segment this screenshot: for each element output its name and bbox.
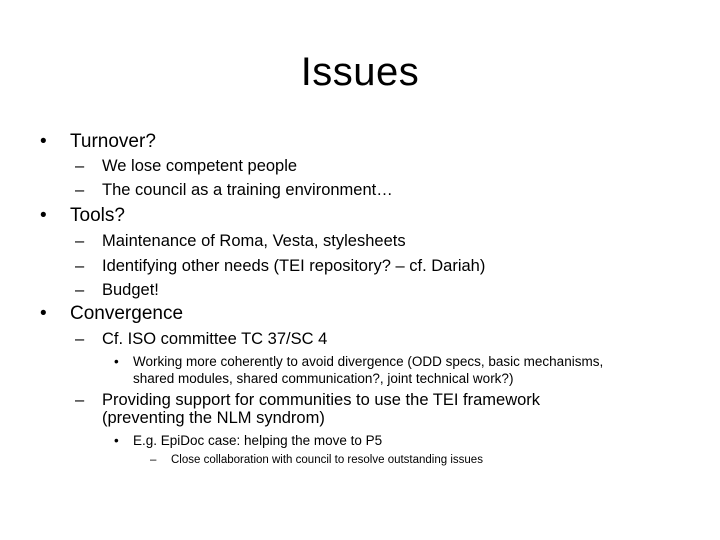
- subbullet-budget: Budget!: [102, 281, 159, 299]
- dash-icon: –: [75, 157, 85, 175]
- bullet-icon: •: [40, 131, 47, 152]
- slide-title: Issues: [300, 50, 420, 94]
- bullet-icon: •: [40, 303, 47, 324]
- subsubbullet-coherent-line2: shared modules, shared communication?, joint technical work?): [133, 371, 514, 386]
- dash-icon: –: [75, 391, 85, 409]
- subbullet-maintenance: Maintenance of Roma, Vesta, stylesheets: [102, 232, 406, 250]
- bullet-tools: Tools?: [70, 205, 125, 226]
- subbullet-iso: Cf. ISO committee TC 37/SC 4: [102, 330, 328, 348]
- dash-icon: –: [150, 454, 157, 466]
- dash-icon: –: [75, 232, 85, 250]
- bullet-icon: •: [40, 205, 47, 226]
- subbullet-support-line2: (preventing the NLM syndrom): [102, 409, 325, 427]
- subbullet-lose-people: We lose competent people: [102, 157, 298, 175]
- subbullet-council-training: The council as a training environment…: [102, 181, 393, 199]
- bullet-turnover: Turnover?: [70, 131, 156, 152]
- subbullet-other-needs: Identifying other needs (TEI repository? – cf. Dariah): [102, 257, 486, 275]
- dash-icon: –: [75, 330, 85, 348]
- bullet-convergence: Convergence: [70, 303, 184, 324]
- bullet-icon: •: [114, 433, 119, 448]
- subsubbullet-epidoc: E.g. EpiDoc case: helping the move to P5: [133, 433, 383, 448]
- level4-collaboration: Close collaboration with council to resolve outstanding issues: [171, 454, 483, 466]
- subsubbullet-coherent-line1: Working more coherently to avoid divergence (ODD specs, basic mechanisms,: [133, 354, 604, 369]
- bullet-icon: •: [114, 354, 119, 369]
- dash-icon: –: [75, 181, 85, 199]
- dash-icon: –: [75, 281, 85, 299]
- dash-icon: –: [75, 257, 85, 275]
- subbullet-support-line1: Providing support for communities to use the TEI framework: [102, 391, 541, 409]
